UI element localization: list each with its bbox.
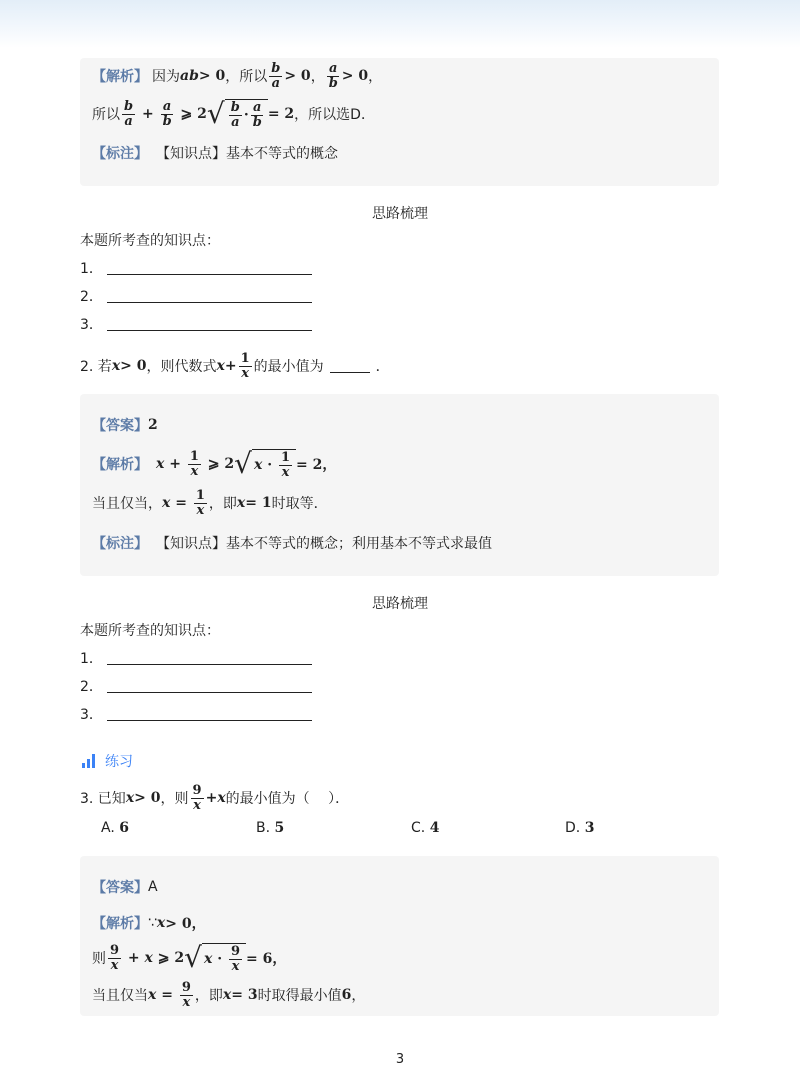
text: 1． <box>80 651 103 667</box>
text: ， <box>351 988 366 1004</box>
note-text: 【知识点】基本不等式的概念；利用基本不等式求最值 <box>156 536 492 552</box>
note-tag: 【标注】 <box>92 536 148 552</box>
question-2 <box>80 346 390 386</box>
points-intro <box>80 620 220 640</box>
text: 本题所考查的知识点： <box>80 233 220 249</box>
answer-line-2 <box>92 414 158 436</box>
option-letter: B. <box>256 820 271 836</box>
answer-tag: 【答案】 <box>92 880 148 896</box>
text: 所以 <box>92 107 120 123</box>
math: x <box>216 358 225 374</box>
text: 3． <box>80 317 103 333</box>
solution-box-2 <box>80 394 719 576</box>
answer-value: A <box>148 879 158 895</box>
solution-box-3 <box>80 856 719 1016</box>
blank-line-3[interactable] <box>80 314 312 334</box>
fraction: $\frac{1}{x}$ <box>195 487 205 518</box>
option-letter: C. <box>411 820 426 836</box>
option-value: 6 <box>119 820 129 836</box>
option-c[interactable] <box>411 820 439 836</box>
text: 时取得最小值 <box>257 988 342 1004</box>
fraction-9-x: $\frac{9}{x}$ <box>192 782 202 813</box>
math: + <box>224 358 237 374</box>
option-d[interactable] <box>565 820 594 836</box>
answer-value: 2 <box>148 417 158 433</box>
math: > 0 <box>284 68 311 84</box>
fraction-a-b: $\frac{a}{b}$ <box>328 60 338 91</box>
text: ，则 <box>160 791 189 807</box>
option-b[interactable] <box>256 820 284 836</box>
fraction: $\frac{1}{x}$ <box>189 448 199 479</box>
signal-bars-icon <box>82 754 95 768</box>
analysis-line-2: 所以 $\frac{b}{a}$ + $\frac{a}{b}$ ⩾ 2 √ $\frac{b}{a}$ · $\frac{a}{b}$ = 2 ，所以选D． <box>92 97 375 130</box>
text: 1． <box>80 261 103 277</box>
text: ∵ <box>148 915 157 931</box>
analysis-tag: 【解析】 <box>92 916 148 932</box>
option-value: 3 <box>584 820 595 836</box>
blank-line-1[interactable] <box>80 648 312 668</box>
text: ， <box>310 69 325 85</box>
analysis-tag: 【解析】 <box>92 457 148 473</box>
fraction: $\frac{9}{x}$ <box>110 942 120 973</box>
math: > 0 <box>341 68 369 84</box>
blank-line-1[interactable] <box>80 258 312 278</box>
note-line-1 <box>92 142 338 164</box>
math: + <box>205 790 218 806</box>
fraction-b-a: $\frac{b}{a}$ <box>271 60 281 91</box>
answer-tag: 【答案】 <box>92 418 148 434</box>
answer-blank[interactable] <box>107 652 312 665</box>
analysis-line-2a: 【解析】 x + $\frac{1}{x}$ ⩾ 2 √ x · $\frac{1}{x}$ = 2， <box>92 447 337 480</box>
text: 当且仅当 <box>92 988 148 1004</box>
fraction: $\frac{a}{b}$ <box>162 98 172 129</box>
answer-line-3 <box>92 876 158 898</box>
math: 6 <box>341 987 352 1003</box>
fraction: $\frac{9}{x}$ <box>181 979 191 1010</box>
fraction-1-x: $\frac{1}{x}$ <box>240 350 250 381</box>
sqrt-expr: √ x · $\frac{9}{x}$ <box>184 943 246 974</box>
blank-line-3[interactable] <box>80 704 312 724</box>
math: = 2 <box>267 106 295 122</box>
text: 的最小值为（ ）． <box>225 791 350 807</box>
page-number: 3 <box>395 1052 405 1067</box>
note-tag: 【标注】 <box>92 146 148 162</box>
option-value: 5 <box>274 820 285 836</box>
answer-blank[interactable] <box>107 708 312 721</box>
text: 2． <box>80 289 103 305</box>
blank-line-2[interactable] <box>80 286 312 306</box>
text: 2． <box>80 679 103 695</box>
analysis-line-2b: 当且仅当， x = $\frac{1}{x}$ ，即 x = 1 时取等． <box>92 487 328 518</box>
text: 3. 已知 <box>80 791 126 807</box>
sqrt-expr: √ $\frac{b}{a}$ · $\frac{a}{b}$ <box>207 99 268 130</box>
points-intro <box>80 230 220 250</box>
note-text: 【知识点】基本不等式的概念 <box>156 146 338 162</box>
option-value: 4 <box>429 820 440 836</box>
analysis-line-3a: 【解析】 ∵ x > 0， <box>92 915 206 932</box>
note-line-2 <box>92 532 492 554</box>
answer-blank[interactable] <box>330 360 370 373</box>
answer-blank[interactable] <box>107 290 312 303</box>
math: > 0， <box>165 916 206 932</box>
option-a[interactable] <box>101 820 129 836</box>
math: ab <box>180 68 199 84</box>
math: = 1 <box>245 495 272 511</box>
option-letter: A. <box>101 820 115 836</box>
answer-blank[interactable] <box>107 680 312 693</box>
question-3: 3. 已知 x > 0 ，则 $\frac{9}{x}$ + x 的最小值为（ ）． <box>80 782 350 813</box>
text: 则 <box>92 951 106 967</box>
text: 当且仅当， <box>92 496 162 512</box>
text: ，则代数式 <box>146 359 217 375</box>
sqrt-expr: √ x · $\frac{1}{x}$ <box>234 449 296 480</box>
text: ，所以 <box>225 69 268 85</box>
answer-blank[interactable] <box>107 262 312 275</box>
practice-header <box>82 750 133 772</box>
analysis-line-3b: 则 $\frac{9}{x}$ + x ⩾ 2 √ x · $\frac{9}{x}$ = 6， <box>92 941 287 974</box>
text: ，即 <box>194 988 223 1004</box>
math: = 6， <box>246 951 287 967</box>
section-title: 思路梳理 <box>372 206 428 222</box>
section-title: 思路梳理 <box>372 596 428 612</box>
text: 因为 <box>152 69 180 85</box>
math: > 0 <box>198 68 226 84</box>
page-header-band <box>0 0 800 48</box>
text: 时取等． <box>271 496 328 512</box>
analysis-line-3c: 当且仅当 x = $\frac{9}{x}$ ，即 x = 3 时取得最小值 6 ， <box>92 979 366 1010</box>
solution-box-1 <box>80 58 719 186</box>
option-letter: D. <box>565 820 581 836</box>
text: ，所以选D． <box>294 107 375 123</box>
math: > 0 <box>120 358 147 374</box>
math: > 0 <box>134 790 161 806</box>
text: 3． <box>80 707 103 723</box>
text: 本题所考查的知识点： <box>80 623 220 639</box>
text: 的最小值为 <box>253 359 324 375</box>
math: = 2， <box>296 457 337 473</box>
analysis-tag: 【解析】 <box>92 69 148 85</box>
practice-label: 练习 <box>105 754 133 770</box>
text: ． <box>375 359 390 375</box>
math: = 3 <box>231 987 258 1003</box>
blank-line-2[interactable] <box>80 676 312 696</box>
analysis-line-1 <box>92 60 382 92</box>
answer-blank[interactable] <box>107 318 312 331</box>
math: x <box>111 358 121 374</box>
text: ， <box>368 69 383 85</box>
text: ，即 <box>208 496 237 512</box>
fraction: $\frac{b}{a}$ <box>124 98 134 129</box>
text: 2. 若 <box>80 359 112 375</box>
